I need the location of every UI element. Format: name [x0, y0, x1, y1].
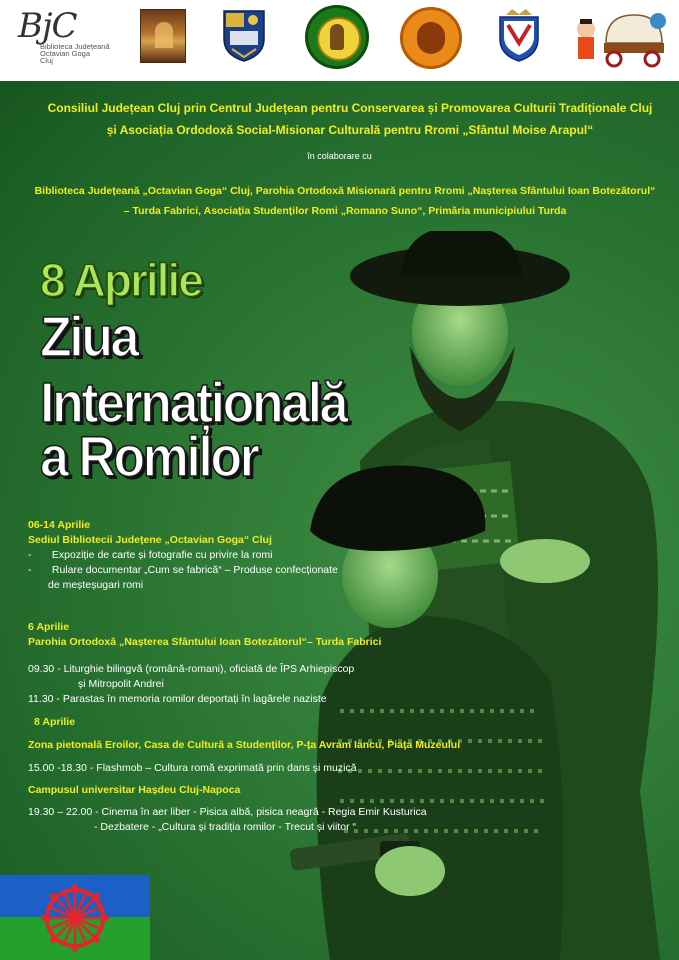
library-logo-mark: BjC — [18, 6, 77, 46]
section-venue: Campusul universitar Hașdeu Cluj-Napoca — [28, 784, 241, 796]
program-item: - Dezbatere - „Cultura și tradiția romilor - Trecut și viitor “ — [94, 821, 356, 833]
program-item: - Expoziție de carte și fotografie cu privire la romi — [28, 549, 273, 561]
program-item: 09.30 - Liturghie bilingvă (română-romani), oficiată de ÎPS Arhiepiscop — [28, 663, 355, 675]
program-section-3-item — [28, 761, 357, 776]
wagon-icon — [572, 9, 668, 69]
logo-strip — [0, 0, 679, 80]
program-item: 11.30 - Parastas în memoria romilor deportați în lagărele naziste — [28, 693, 327, 705]
program-item: - Rulare documentar „Cum se fabrică“ – Produse confecționate — [28, 564, 338, 576]
organizers-line: și Asociația Ordodoxă Social-Misionar Culturală pentru Rromi „Sfântul Moise Arapul“ — [106, 123, 594, 137]
program-section-3-items — [28, 805, 427, 835]
collaboration-text: în colaborare cu — [307, 151, 372, 161]
library-logo-line: Biblioteca Județeană — [40, 42, 110, 51]
program-item: 15.00 -18.30 - Flashmob – Cultura romă exprimată prin dans și muzică — [28, 762, 357, 774]
partners-line: Biblioteca Județeană „Octavian Goga“ Cluj, Parohia Ortodoxă Misionară pentru Rromi „Nașterea Sfântului Ioan Botezătorul“ — [34, 185, 656, 197]
program-item: de meșteșugari romi — [48, 579, 144, 591]
event-title-line: Internațională — [40, 372, 346, 435]
program-item: și Mitropolit Andrei — [78, 678, 164, 690]
program-section-3 — [34, 715, 75, 730]
church-icon — [140, 9, 186, 63]
roma-man-and-boy-photo — [260, 231, 679, 960]
organizers-text — [40, 97, 660, 141]
program-section-3-venue — [28, 738, 460, 753]
library-logo-line: Cluj — [40, 56, 53, 65]
association-emblem-icon — [400, 7, 462, 69]
section-date: 6 Aprilie — [28, 621, 70, 633]
program-section-3-venue-2 — [28, 783, 240, 798]
romani-flag — [0, 875, 150, 960]
event-date-title: 8 Aprilie — [40, 254, 202, 306]
university-crest-icon — [222, 9, 266, 63]
chakra-wheel-icon — [0, 875, 150, 960]
organizers-line: Consiliul Județean Cluj prin Centrul Județean pentru Conservarea și Promovarea Culturii Tradiționale Cluj — [47, 101, 653, 115]
event-title-line: a Romilor — [40, 426, 258, 489]
program-item: 19.30 – 22.00 - Cinema în aer liber - Pisica albă, pisica neagră - Regia Emir Kusturica — [28, 806, 427, 818]
event-title-line: Ziua — [40, 306, 137, 369]
library-logo — [18, 8, 118, 72]
partners-text — [20, 181, 670, 221]
section-date: 8 Aprilie — [34, 716, 76, 728]
coat-of-arms-icon — [498, 9, 540, 63]
section-venue: Sediul Bibliotecii Județene „Octavian Goga“ Cluj — [28, 534, 272, 546]
section-venue: Zona pietonală Eroilor, Casa de Cultură a Studenților, P-ța Avram Iancu, Piața Muzeului — [28, 739, 461, 751]
partners-line: – Turda Fabrici, Asociația Studenților Romi „Romano Suno“, Primăria municipiului Turda — [123, 205, 567, 217]
saint-seal-icon — [305, 5, 369, 69]
program-section-2-items — [28, 662, 354, 707]
section-date: 06-14 Aprilie — [28, 519, 91, 531]
program-section-2 — [28, 620, 381, 650]
library-logo-line: Octavian Goga — [40, 49, 91, 58]
program-section-1 — [28, 518, 338, 593]
poster — [0, 81, 679, 960]
section-venue: Parohia Ortodoxă „Nașterea Sfântului Ioan Botezătorul“– Turda Fabrici — [28, 636, 382, 648]
